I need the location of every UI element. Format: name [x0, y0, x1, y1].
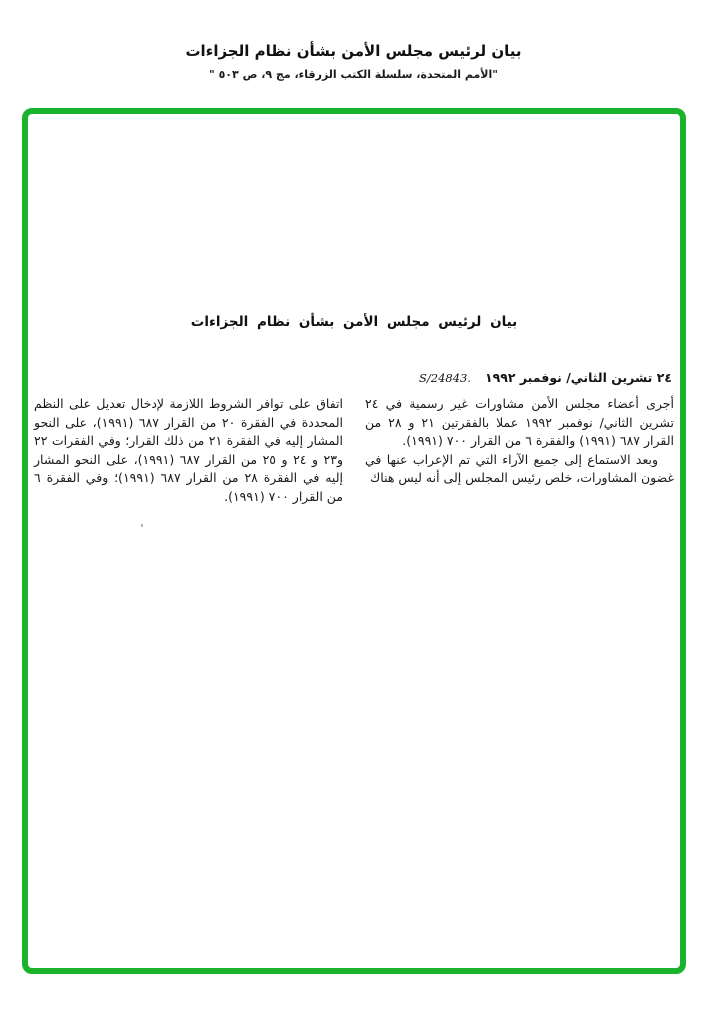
document-heading: بيان لرئيس مجلس الأمن بشأن نظام الجزاءات: [190, 314, 518, 330]
paragraph-consultations: أجرى أعضاء مجلس الأمن مشاورات غير رسمية في ٢٤ تشرين الثاني/ نوفمبر ١٩٩٢ عملا بالفقرتين ٢١ و ٢٨ من القرار ٦٨٧ (١٩٩١) والفقرة ٦ من القرار ٧٠٠ (١٩٩١).: [365, 396, 674, 448]
source-note: "الأمم المتحدة، سلسلة الكتب الزرقاء، مج ٩، ص ٥٠٣ ": [209, 68, 498, 81]
body-column-right: [365, 395, 674, 506]
paragraph-continuation: اتفاق على توافر الشروط اللازمة لإدخال تعديل على النظم المحددة في الفقرة ٢٠ من القرار ٦٨٧ (١٩٩١)، على النحو المشار إليه في الفقرة ٢١ من ذلك القرار؛ وفي الفقرات ٢٢ و٢٣ و ٢٤ و ٢٥ من القرار ٦٨٧ (١٩٩١)، على النحو المشار إليه في الفقرة ٢٨ من القرار ٦٨٧ (١٩٩١)؛ وفي الفقرة ٦ من القرار ٧٠٠ (١٩٩١).: [34, 396, 344, 504]
document-date: ٢٤ تشرين الثاني/ نوفمبر ١٩٩٢: [485, 370, 672, 385]
scan-artifact-dot: [141, 524, 143, 527]
document-symbol: S/24843.: [419, 371, 472, 385]
page-title: بيان لرئيس مجلس الأمن بشأن نظام الجزاءات: [185, 42, 522, 60]
document-frame: [22, 108, 686, 974]
body-columns: [28, 395, 680, 506]
paragraph-conclusion: وبعد الاستماع إلى جميع الآراء التي تم الإعراب عنها في غضون المشاورات، خلص رئيس المجلس إلى أنه ليس هناك: [365, 451, 674, 485]
body-column-left: [34, 395, 343, 506]
page-header: [0, 40, 707, 83]
dateline: [28, 370, 680, 385]
